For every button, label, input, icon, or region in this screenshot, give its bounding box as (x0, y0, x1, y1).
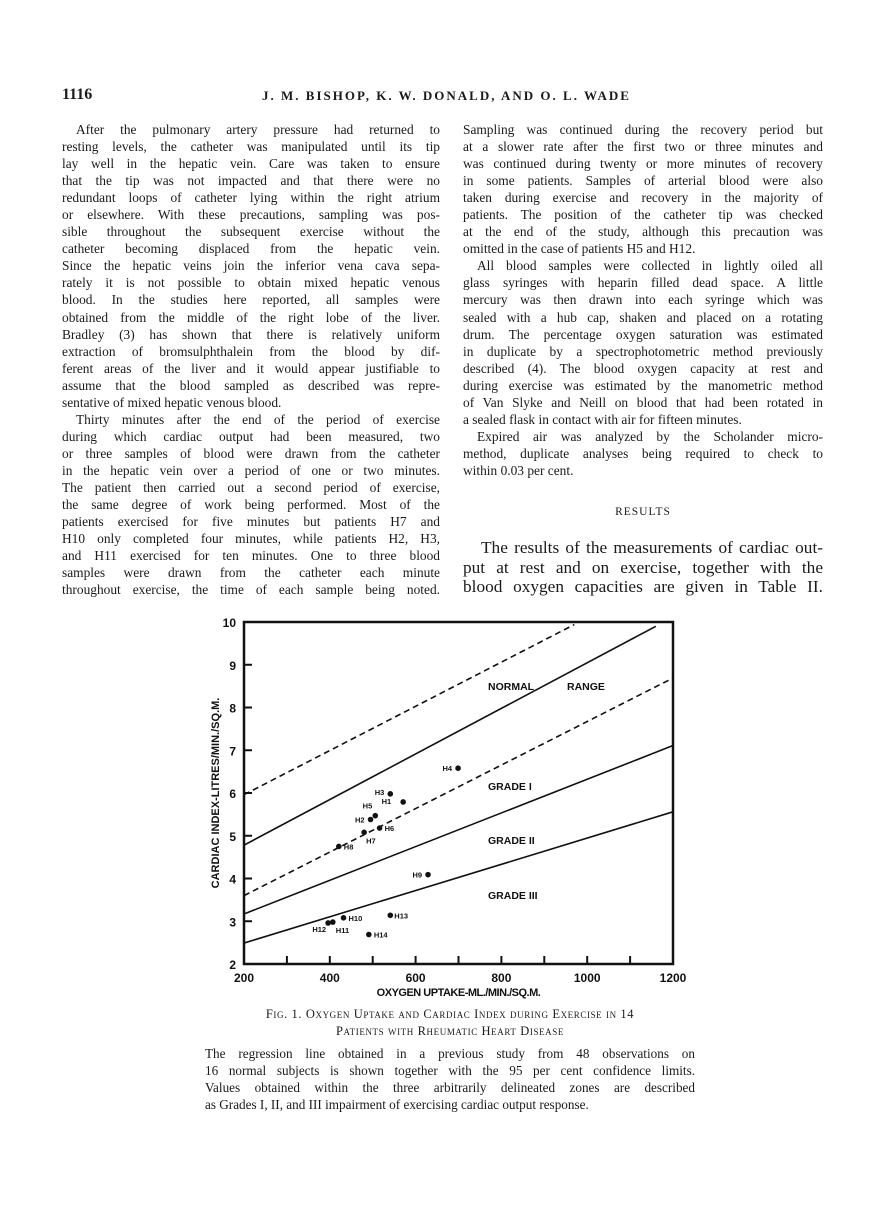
text-line: samples were drawn from the catheter each minute (62, 565, 440, 581)
y-tick-label: 5 (229, 829, 236, 844)
data-point-label: H7 (366, 836, 376, 846)
data-point-label: H11 (335, 926, 350, 936)
text-line: in some patients. Samples of arterial blood were also (463, 173, 823, 189)
text-line: resting levels, the catheter was manipulated until its tip (62, 139, 440, 155)
section-heading-results: RESULTS (615, 506, 671, 518)
data-point (330, 919, 336, 925)
x-tick-label: 1000 (573, 971, 601, 985)
text-line: After the pulmonary artery pressure had returned to (76, 122, 440, 137)
text-line: the same degree of work being performed. Most of the (62, 497, 440, 513)
data-point-label: H8 (343, 842, 354, 852)
results-paragraph (463, 538, 823, 597)
text-line: patients exercised for five minutes but patients H7 and (62, 514, 440, 530)
caption-line: Fig. 1. Oxygen Uptake and Cardiac Index during Exercise in 14 (265, 1007, 635, 1021)
text-line: rately it is not possible to obtain mixed hepatic venous (62, 275, 440, 291)
data-point (425, 872, 431, 878)
text-line: Thirty minutes after the end of the period of exercise (76, 411, 440, 427)
text-line: was continued during twenty or more minutes of recovery (463, 156, 823, 172)
caption-line: The regression line obtained in a previous study from 48 observations on (205, 1046, 695, 1061)
text-line: Sampling was continued during the recovery period but (463, 122, 823, 137)
text-line: obtained from the middle of the right lobe of the liver. (62, 309, 440, 325)
y-axis-title: CARDIAC INDEX-LITRES/MIN./SQ.M. (210, 697, 222, 889)
data-point (341, 915, 347, 921)
figure-caption-body (205, 1046, 695, 1114)
text-line: at a slower rate after the first two or three minutes and (463, 139, 823, 155)
data-point-label: H12 (312, 924, 327, 934)
text-line: glass syringes with heparin filled dead space. A little (463, 275, 823, 291)
text-line: Expired air was analyzed by the Scholander micro- (477, 428, 823, 444)
caption-line: as Grades I, II, and III impairment of exercising cardiac output response. (205, 1097, 589, 1113)
series-line-0 (244, 625, 574, 795)
text-line: The results of the measurements of cardiac out- (481, 538, 823, 557)
zone-label: RANGE (567, 681, 605, 693)
text-line: extraction of bromsulphthalein from the blood by dif- (62, 343, 440, 359)
x-tick-label: 800 (491, 971, 512, 985)
text-line: that the tip was not impacted and that there were no (62, 173, 440, 189)
page-number: 1116 (62, 86, 93, 103)
zone-label: NORMAL (488, 681, 535, 693)
text-line: omitted in the case of patients H5 and H12. (463, 241, 696, 257)
text-line: during which cardiac output had been measured, two (62, 428, 440, 444)
zone-label: GRADE II (488, 835, 535, 847)
text-line: catheter becoming displaced from the hepatic vein. (62, 241, 440, 257)
text-line: sible throughout the subsequent exercise without the (62, 224, 440, 240)
text-line: mercury was then drawn into each syringe which was (463, 292, 823, 308)
text-line: All blood samples were collected in lightly oiled all (477, 258, 823, 274)
text-line: a sealed flask in contact with air for fifteen minutes. (463, 411, 742, 427)
data-point (455, 765, 461, 771)
text-line: taken during exercise and recovery in the majority of (463, 190, 823, 206)
text-line: ferent areas of the liver and it would appear justifiable to (62, 360, 440, 376)
running-header-authors: J. M. BISHOP, K. W. DONALD, AND O. L. WADE (262, 88, 631, 103)
text-line: of Van Slyke and Neill on blood that had been rotated in (463, 394, 823, 410)
right-column (463, 121, 823, 479)
text-line: blood oxygen capacities are given in Table II. (463, 577, 823, 596)
text-line: H10 only completed four minutes, while patients H2, H3, (62, 531, 440, 547)
caption-line: Values obtained within the three arbitrarily delineated zones are described (205, 1080, 695, 1096)
caption-line: 16 normal subjects is shown together with the 95 per cent confidence limits. (205, 1063, 695, 1079)
data-point-label: H3 (374, 787, 385, 797)
data-point (400, 799, 406, 805)
data-point-label: H9 (412, 870, 423, 880)
series-line-4 (244, 812, 673, 943)
text-line: patients. The position of the catheter tip was checked (463, 207, 823, 223)
text-line: redundant loops of catheter lying within the right atrium (62, 190, 440, 206)
data-point (387, 912, 393, 918)
data-point (387, 791, 393, 797)
text-line: blood. In the studies here reported, all samples were (62, 292, 440, 308)
text-line: described (4). The blood oxygen capacity at rest and (463, 360, 823, 376)
y-tick-label: 7 (229, 744, 236, 759)
figure-caption-title (205, 1006, 695, 1040)
x-tick-label: 600 (405, 971, 426, 985)
data-point (325, 920, 331, 926)
zone-label: GRADE III (488, 890, 538, 902)
data-point-label: H4 (442, 764, 453, 774)
caption-line: Patients with Rheumatic Heart Disease (336, 1024, 564, 1038)
data-point (336, 844, 342, 850)
data-point-label: H10 (348, 913, 363, 923)
y-tick-label: 10 (222, 616, 236, 630)
text-line: at the end of the study, although this precaution was (463, 224, 823, 240)
x-tick-label: 1200 (659, 971, 687, 985)
text-line: Since the hepatic veins join the inferior vena cava sepa- (62, 258, 440, 274)
y-tick-label: 6 (229, 787, 236, 801)
data-point-label: H13 (394, 911, 409, 921)
text-line: assume that the blood sampled as described was repre- (62, 377, 440, 393)
data-point-label: H1 (381, 796, 392, 806)
text-line: Bradley (3) has shown that there is relatively uniform (62, 326, 440, 342)
text-line: The patient then carried out a second period of exercise, (62, 479, 440, 495)
text-line: or three samples of blood were drawn from the catheter (62, 445, 440, 461)
data-point-label: H2 (354, 815, 365, 825)
text-line: within 0.03 per cent. (463, 462, 574, 478)
data-point-label: H6 (384, 824, 395, 834)
text-line: during exercise was estimated by the manometric method (463, 377, 823, 393)
text-line: sealed with a hub cap, shaken and placed on a rotating (463, 309, 823, 325)
text-line: and H11 exercised for ten minutes. One to three blood (62, 548, 440, 564)
text-line: drum. The percentage oxygen saturation was estimated (463, 326, 823, 342)
y-tick-label: 8 (229, 701, 236, 716)
data-point (372, 813, 378, 819)
text-line: or elsewhere. With these precautions, sampling was pos- (62, 207, 440, 223)
x-tick-label: 400 (319, 971, 340, 985)
data-point (366, 932, 372, 938)
y-tick-label: 4 (229, 872, 236, 887)
text-line: method, duplicate analyses being required to check to (463, 445, 823, 461)
x-axis-title: OXYGEN UPTAKE-ML./MIN./SQ.M. (376, 987, 541, 999)
zone-label: GRADE I (488, 781, 532, 793)
left-column (62, 121, 440, 598)
series-line-1 (244, 626, 656, 845)
data-point (368, 817, 374, 823)
text-line: put at rest and on exercise, together with the (463, 557, 823, 577)
x-tick-label: 200 (233, 971, 255, 985)
plot-frame (244, 622, 673, 964)
text-line: throughout exercise, the time of each sample being noted. (62, 582, 440, 598)
data-point (377, 825, 383, 831)
series-line-2 (244, 678, 673, 896)
y-tick-label: 2 (229, 958, 236, 972)
data-point-label: H14 (373, 930, 388, 940)
text-line: in the hepatic vein over a period of one or two minutes. (62, 462, 440, 478)
y-tick-label: 9 (229, 658, 236, 673)
figure-1-chart (200, 610, 700, 1010)
text-line: in duplicate by a spectrophotometric method previously (463, 343, 823, 359)
data-point (361, 830, 367, 836)
data-point-label: H5 (362, 801, 373, 811)
text-line: sentative of mixed hepatic venous blood. (62, 394, 282, 410)
y-tick-label: 3 (229, 915, 236, 930)
text-line: lay well in the hepatic vein. Care was taken to ensure (62, 156, 440, 172)
